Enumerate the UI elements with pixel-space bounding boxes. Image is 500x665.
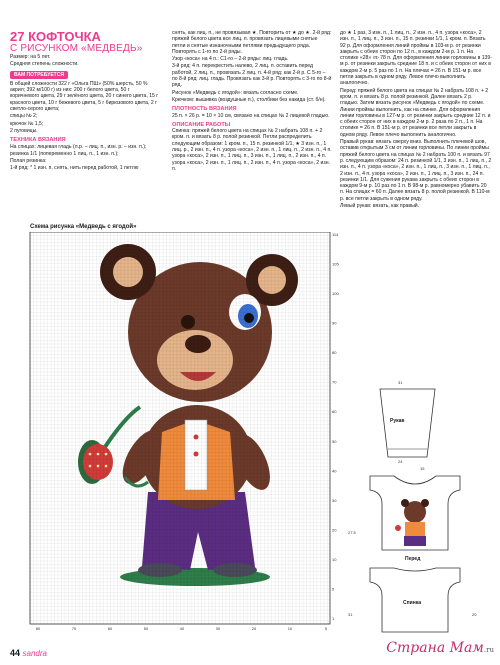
chart-title: Схема рисунка «Медведь с ягодой»	[30, 224, 137, 230]
chart-row-label: 20	[332, 527, 337, 533]
front-dim-top: 15	[420, 466, 425, 471]
sleeve-dim-top: 31	[398, 380, 403, 385]
chart-row-label: 80	[332, 350, 337, 356]
page-number	[10, 648, 47, 658]
bear-button-1	[194, 435, 199, 440]
col2-para-1: снять, как лиц. п., не провязывая ★. Повторить от ★ до ★. 2-й ряд: пряжей белого цвета все лиц. п. провязать лицевыми снятые петли и снятые изнаночными петлями предыдущего ряда. Повторять с 1-го по 2-й ряды.	[172, 30, 332, 55]
mini-bear-strawberry	[395, 525, 401, 531]
front-schematic	[360, 470, 470, 555]
watermark-text: Страна Мам	[386, 640, 484, 656]
chart-col-label: 5	[324, 626, 328, 631]
col3-para-4: Левый рукав: вязать, как правый.	[340, 203, 419, 210]
density-title: ПЛОТНОСТЬ ВЯЗАНИЯ	[172, 106, 237, 113]
pattern-subtitle: С РИСУНКОМ «МЕДВЕДЬ»	[10, 43, 143, 54]
column-middle	[172, 30, 332, 173]
technique-title: ТЕХНИКА ВЯЗАНИЯ	[10, 137, 66, 144]
description-title: ОПИСАНИЕ РАБОТЫ	[172, 121, 231, 128]
front-dim-left: 27.5	[348, 530, 356, 535]
chart-row-label: 90	[332, 320, 337, 326]
bear-button-2	[194, 452, 199, 457]
strawberry-seed	[97, 465, 100, 468]
chart-row-label: 1	[332, 616, 335, 621]
mini-bear-trousers	[404, 536, 426, 546]
col2-para-4: Рисунок «Медведь с ягодой»: вязать согласно схеме.	[172, 89, 299, 96]
chart-col-label: 10	[287, 626, 293, 631]
materials-needles: спицы № 2;	[10, 113, 38, 120]
front-label: Перед	[405, 556, 421, 562]
chart-col-label: 60	[107, 626, 113, 631]
sleeve-label: Рукав	[390, 418, 405, 424]
chart-row-label: 5	[332, 586, 335, 592]
mini-bear-right-ear	[421, 499, 429, 507]
col3-para-1: до ★ 1 раз, 3 изн. п., 1 лиц. п., 2 изн. п., 4 п. узора «коса», 2 изн. п., 1 лиц. п., 3 изн. п., 15 п. резинки 1/1, 1 кром. п. Вязать 92 р. Для оформления линий проймы в 103-м р. от резинки закрыть с обеих сторон по 12 п., в каждом 2-м р. 1 п. На столике «28» ‹п› 78 п. Для оформления линии горловины в 139-м р. от резинки закрыть средние 18 п. и с обеих сторон от них в каждом 2-м р. 5 раз по 1 п. На плечах = 26 п. В 151-м р. все петли закрыть в одном ряду. Левое плечо выполнить аналогично.	[340, 30, 492, 87]
chart-col-label: 50	[143, 626, 149, 631]
watermark-domain: .ru	[483, 646, 494, 654]
bear-right-ear-inner	[258, 266, 286, 294]
chart-row-label: 60	[332, 409, 337, 415]
chart-row-label: 70	[332, 379, 337, 385]
chart-row-label: 50	[332, 438, 337, 444]
chart-col-label: 40	[179, 626, 185, 631]
chart-row-label: 100	[332, 291, 339, 297]
technique-line-2: резинка 1/1 (попеременно 1 лиц. п., 1 изн. п.);	[10, 150, 119, 157]
page-number-value: 44	[10, 648, 21, 658]
mini-bear-vest	[405, 522, 425, 536]
site-watermark	[386, 640, 494, 656]
bear-eye-pupil	[244, 313, 254, 323]
strawberry-berry	[83, 444, 113, 480]
sleeve-schematic	[365, 385, 445, 465]
col3-para-2: Перед: пряжей белого цвета на спицах № 2 набрать 108 п. + 2 кром. п. и вязать 8 р. полой резинкой. Далее вязать 2 р. гладью. Затем вязать рисунок «Медведь с ягодой» по схеме. Линии проймы выполнить, как на спинке. Для оформления линии горловины в 127-м р. от резинки закрыть средние 12 п. и с обеих сторон от них в каждом 2-м р. 2 раза по 2 п., 1 п. На столике = 26 п. В 151-м р. от резинки все петли закрыть в одном ряду. Левое плечо выполнить аналогично.	[340, 87, 491, 138]
technique-line-4: 1-й ряд: * 1 изн. п. снять, нить перед работой, 1 петлю	[10, 165, 139, 172]
column-right	[340, 30, 492, 210]
chart-row-label: 10	[332, 556, 337, 562]
strawberry-seed	[89, 453, 92, 456]
chart-col-label: 30	[215, 626, 221, 631]
chart-row-label: 114	[332, 232, 339, 237]
back-dim-left: 31	[348, 612, 353, 617]
chart-col-label: 20	[251, 626, 257, 631]
strawberry-seed	[97, 453, 100, 456]
density-text: 25 п. × 26 р. = 10 × 10 см, связано на спицах № 2 лицевой гладью.	[172, 112, 330, 119]
materials-yarn: В общей сложности 322 г «Ольга ПШ» (50% шерсть, 50 % акрил; 392 м/100 г) из них: 200 г белого цвета, 50 г коричневого цвета, 29 г зелёного цвета, 20 г синего цвета, 15 г красного цвета, 10 г бежевого цвета, 5 г бирюзового цвета, 2 г светло-серого цвета;	[10, 80, 159, 113]
column-left	[10, 30, 160, 173]
back-dim-right: 20	[472, 612, 477, 617]
chart-col-label: 70	[71, 626, 77, 631]
chart-row-label: 40	[332, 468, 337, 474]
size-line: Размер: на 5 лет.	[10, 54, 51, 60]
col3-para-3: Правый рукав: вязать сверху вниз. Выполнить плечевой шов, оставив открытым 3 см от линии горловины. По линии проймы пряжей белого цвета на спицах № 2 набрать 100 п. и вязать 97 р. следующим образом: 24 п. резинкой 1/1, 3 изн. п., 1 лиц. п., 2 изн. п., 4 п. узора «коса», 2 изн. п., 1 лиц. п., 3 изн. п., 1 лиц. п., 2 изн. п., 4 п. узора «коса», 2 изн. п., 1 лиц. п., 3 изн. п., 24 п. резинки 1/1. Для сужения рукава закрыть с обеих сторон в каждом 9-м р. 10 раз по 1 п. В 98-м р. равномерно убавить 20 п. На спицах = 60 п. Далее вязать 8 р. полой резинкой. В 110-м р. все петли закрыть в одном ряду.	[340, 139, 492, 202]
materials-buttons: 2 пуговицы.	[10, 127, 38, 134]
col2-para-2: Узор «коса» на 4 п.: С1-го – 2-й ряды: лиц. гладь.	[172, 56, 289, 63]
pattern-number: 27 КОФТОЧКА	[10, 29, 101, 44]
magazine-brand: sandra	[22, 649, 47, 658]
materials-hook: крючок № 1,5;	[10, 120, 44, 127]
sleeve-dim-bottom: 24	[398, 459, 403, 464]
description-text: Спинка: пряжей белого цвета на спицах № 2 набрать 108 п. + 2 кром. п. и вязать 8 р. полой резинкой. Петли распределить следующим образом: 1 кром. п., 15 п. резинкой 1/1, ★ 3 изн. п., 1 лиц. р., 2 изн. п., 4 п. узора «коса», 2 изн. п., 1 лиц. п., 2 изн. п., 4 п. узора «коса», 2 изн. п., 1 лиц. п., 3 изн. п., 1 лиц. п., 2 изн. п., 4 п. узора «коса», 2 изн. п., 1 лиц. п., 2 изн. п., 4 п. узора «коса», 2 изн. п.	[172, 128, 332, 172]
technique-line-1: На спицах: лицевая гладь (л.р. – лиц. п., изн. р. – изн. п.);	[10, 143, 147, 150]
col2-para-3: 3-й ряд: 4 п. перекрестить налево, 2 лиц. п. оставить перед работой, 2 лиц. п., провязать 2 лиц. п. 4-й ряд: как 2-й р. С 5-го – по 8-й ряд: лиц. гладь. Провязать как 3-й р. Повторять с 3-го по 8-й ряд.	[172, 63, 332, 89]
strawberry-seed	[89, 465, 92, 468]
materials-tag: ВАМ ПОТРЕБУЕТСЯ	[10, 71, 68, 79]
col2-para-5: Крючком: вышивка (воздушные п.), столбики без накида (ст. б/н).	[172, 96, 326, 103]
back-label: Спинка	[403, 600, 422, 606]
technique-line-3: Полая резинка:	[10, 158, 47, 165]
chart-col-label: 80	[35, 626, 41, 631]
chart-row-label: 105	[332, 261, 339, 267]
mini-bear-left-ear	[401, 499, 409, 507]
bear-eye-closed	[181, 315, 195, 329]
knitting-chart	[22, 232, 342, 632]
chart-row-label: 30	[332, 497, 337, 503]
difficulty-line: Средняя степень сложности.	[10, 61, 79, 68]
